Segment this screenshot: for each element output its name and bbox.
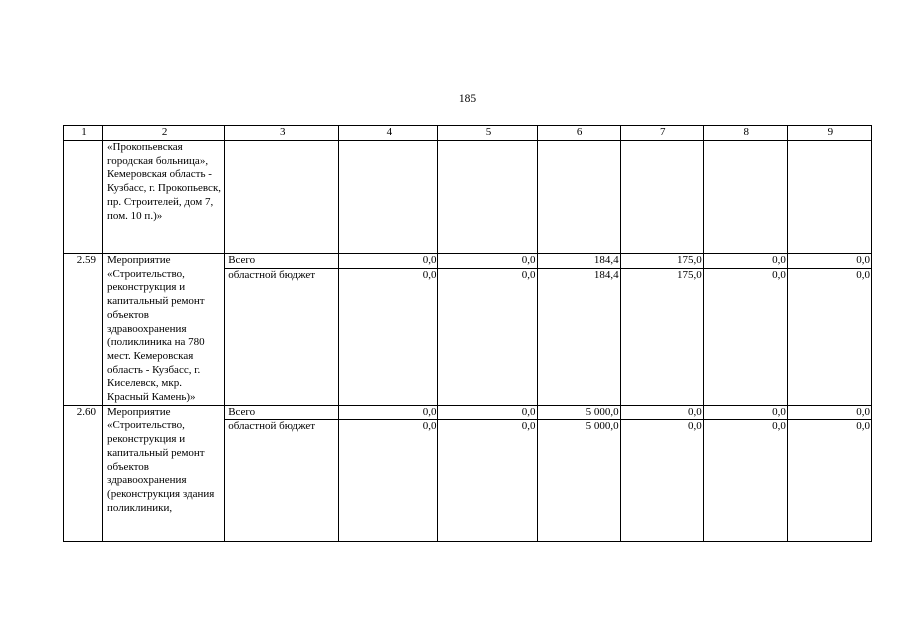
cell-value: [703, 141, 787, 254]
cell-value: 0,0: [438, 405, 537, 420]
cell-value: [620, 141, 703, 254]
column-header: 9: [787, 126, 871, 141]
column-header: 2: [103, 126, 225, 141]
cell-value: 0,0: [703, 405, 787, 420]
header-row: [64, 126, 872, 141]
column-header: 4: [339, 126, 438, 141]
cell-value: 0,0: [787, 405, 871, 420]
cell-source: областной бюджет: [225, 268, 339, 405]
cell-number: 2.60: [64, 405, 103, 542]
cell-value: 0,0: [703, 268, 787, 405]
cell-value: 0,0: [339, 268, 438, 405]
cell-value: 0,0: [438, 254, 537, 269]
cell-number: 2.59: [64, 254, 103, 406]
cell-source: областной бюджет: [225, 420, 339, 542]
cell-value: 0,0: [787, 420, 871, 542]
column-header: 3: [225, 126, 339, 141]
cell-value: [438, 141, 537, 254]
table-row: [64, 254, 872, 269]
cell-value: 184,4: [537, 254, 620, 269]
cell-description: Мероприятие «Строительство, реконструкция и капитальный ремонт объектов здравоохранения (реконструкция здания поликлиники,: [103, 405, 225, 542]
budget-table: [63, 125, 872, 542]
cell-number: [64, 141, 103, 254]
page-number: 185: [458, 93, 477, 105]
cell-description: «Прокопьевская городская больница», Кемеровская область - Кузбасс, г. Прокопьевск, пр. Строителей, дом 7, пом. 10 п.)»: [103, 141, 225, 254]
column-header: 7: [620, 126, 703, 141]
table-row: [64, 405, 872, 420]
cell-value: 175,0: [620, 268, 703, 405]
cell-value: [339, 141, 438, 254]
cell-value: 5 000,0: [537, 405, 620, 420]
cell-value: 5 000,0: [537, 420, 620, 542]
cell-source: Всего: [225, 254, 339, 269]
cell-value: 184,4: [537, 268, 620, 405]
cell-source: Всего: [225, 405, 339, 420]
cell-value: 0,0: [787, 254, 871, 269]
cell-value: 0,0: [620, 420, 703, 542]
cell-value: 0,0: [703, 254, 787, 269]
cell-value: 0,0: [438, 268, 537, 405]
cell-value: 0,0: [703, 420, 787, 542]
cell-value: 0,0: [620, 405, 703, 420]
cell-value: 175,0: [620, 254, 703, 269]
cell-value: 0,0: [339, 405, 438, 420]
column-header: 1: [64, 126, 103, 141]
column-header: 6: [537, 126, 620, 141]
cell-value: 0,0: [339, 420, 438, 542]
cell-description: Мероприятие «Строительство, реконструкция и капитальный ремонт объектов здравоохранения (поликлиника на 780 мест. Кемеровская область - Кузбасс, г. Киселевск, мкр. Красный Камень)»: [103, 254, 225, 406]
cell-source: [225, 141, 339, 254]
cell-value: [537, 141, 620, 254]
cell-value: 0,0: [787, 268, 871, 405]
cell-value: 0,0: [438, 420, 537, 542]
column-header: 5: [438, 126, 537, 141]
cell-value: [787, 141, 871, 254]
table-row-continuation: [64, 141, 872, 254]
cell-value: 0,0: [339, 254, 438, 269]
column-header: 8: [703, 126, 787, 141]
